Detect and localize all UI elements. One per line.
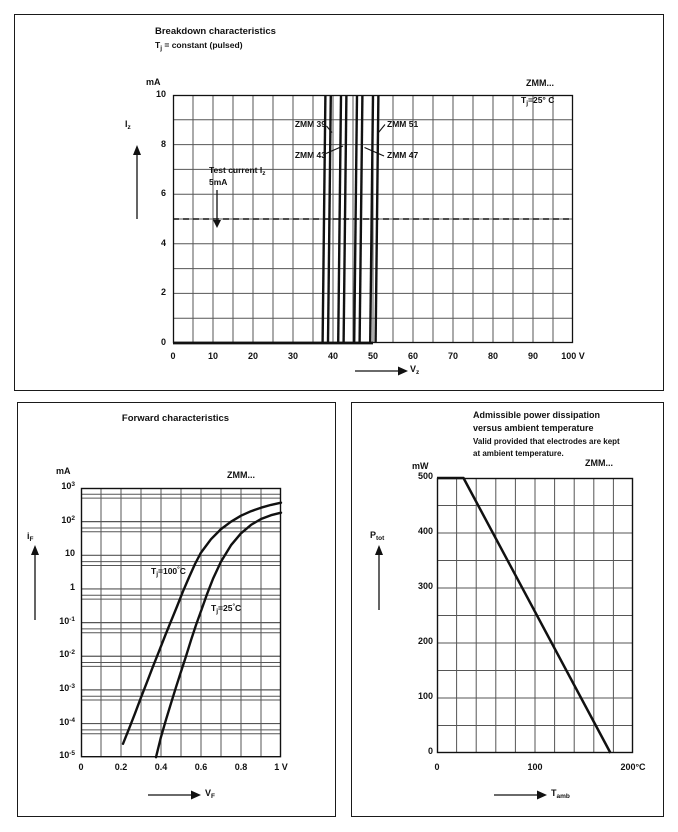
breakdown-y-axis-label: $I_z$ [125,119,131,131]
breakdown-x-tick-label: 20 [247,351,258,361]
power-title-line2: versus ambient temperature [473,423,594,433]
forward-x-tick-label: 0.6 [194,762,208,772]
breakdown-x-tick-label: 50 [367,351,378,361]
curve-label-zmm43: ZMM 43 [294,150,326,160]
breakdown-family-label: ZMM... [526,78,554,88]
breakdown-y-tick-label: 2 [160,287,166,298]
power-y-tick-label: 400 [417,526,433,536]
breakdown-y-tick-label: 0 [160,337,166,347]
test-current-note-line2: 5mA [209,177,228,187]
forward-title: Forward characteristics [121,413,230,424]
forward-y-tick-label: $10^{-3}$ [59,682,75,693]
test-current-note-line1: Test current $I_z$ [209,165,266,177]
breakdown-subtitle: $T_j$ = constant (pulsed) [155,40,243,52]
power-x-tick-label: 200°C [620,762,646,772]
breakdown-x-tick-label: 100 V [561,351,585,361]
breakdown-x-tick-label: 80 [487,351,498,361]
breakdown-plot [14,14,664,391]
forward-y-tick-label: 10 [64,548,75,559]
forward-family-label: ZMM... [227,470,255,480]
breakdown-x-tick-label: 10 [207,351,218,361]
forward-x-tick-label: 0.2 [114,762,128,772]
power-y-tick-label: 500 [417,471,433,481]
power-x-tick-label: 100 [527,762,543,772]
power-family-label: ZMM... [585,458,613,468]
forward-y-tick-label: 1 [69,581,75,592]
power-y-tick-label: 200 [417,636,433,646]
forward-y-tick-label: $10^{-4}$ [59,716,75,727]
breakdown-x-tick-label: 90 [527,351,538,361]
curve-label-zmm39: ZMM 39 [294,119,326,129]
power-note-line2: at ambient temperature. [473,449,564,458]
power-y-axis-label: $P_{tot}$ [370,530,385,542]
power-y-tick-label: 300 [417,581,433,591]
breakdown-x-tick-label: 0 [170,351,176,361]
forward-y-axis-label: $i_F$ [27,531,34,543]
power-x-axis-label: $T_{amb}$ [551,788,570,800]
breakdown-x-tick-label: 30 [287,351,298,361]
breakdown-x-tick-label: 70 [447,351,458,361]
curve-label-tj25: $T_j=25^\circ C$ [211,603,242,615]
curve-label-zmm47: ZMM 47 [387,150,419,160]
breakdown-title: Breakdown characteristics [155,26,276,37]
breakdown-y-unit: mA [146,77,161,87]
forward-x-axis-label: $V_F$ [205,788,215,800]
forward-y-tick-label: $10^{-2}$ [59,649,75,660]
breakdown-y-tick-label: 4 [160,237,166,248]
forward-x-tick-label: 0.8 [234,762,248,772]
breakdown-x-tick-label: 60 [407,351,418,361]
power-y-tick-label: 0 [427,746,433,756]
forward-y-tick-label: $10^{-1}$ [59,615,75,626]
power-y-unit: mW [412,461,429,471]
breakdown-y-tick-label: 6 [160,188,166,199]
curve-label-zmm51: ZMM 51 [387,119,419,129]
forward-y-tick-label: $10^2$ [61,514,75,525]
forward-x-tick-label: 0.4 [154,762,168,772]
breakdown-x-tick-label: 40 [327,351,338,361]
power-note-line1: Valid provided that electrodes are kept [473,437,620,446]
power-y-tick-label: 100 [417,691,433,701]
power-x-tick-label: 0 [434,762,440,772]
curve-label-tj100: $T_j=100^\circ C$ [151,566,186,578]
forward-y-unit: mA [56,466,71,476]
forward-y-tick-label: $10^3$ [61,481,75,491]
breakdown-x-axis-label: $V_z$ [410,364,420,376]
breakdown-y-tick-label: 10 [155,89,166,99]
forward-x-tick-label: 0 [78,762,84,772]
power-title-line1: Admissible power dissipation [473,410,601,420]
breakdown-y-tick-label: 8 [160,138,166,149]
forward-x-tick-label: 1 V [274,762,288,772]
breakdown-condition-label: $T_j=25^\circ$ C [521,95,555,107]
forward-y-tick-label: $10^{-5}$ [59,750,75,761]
